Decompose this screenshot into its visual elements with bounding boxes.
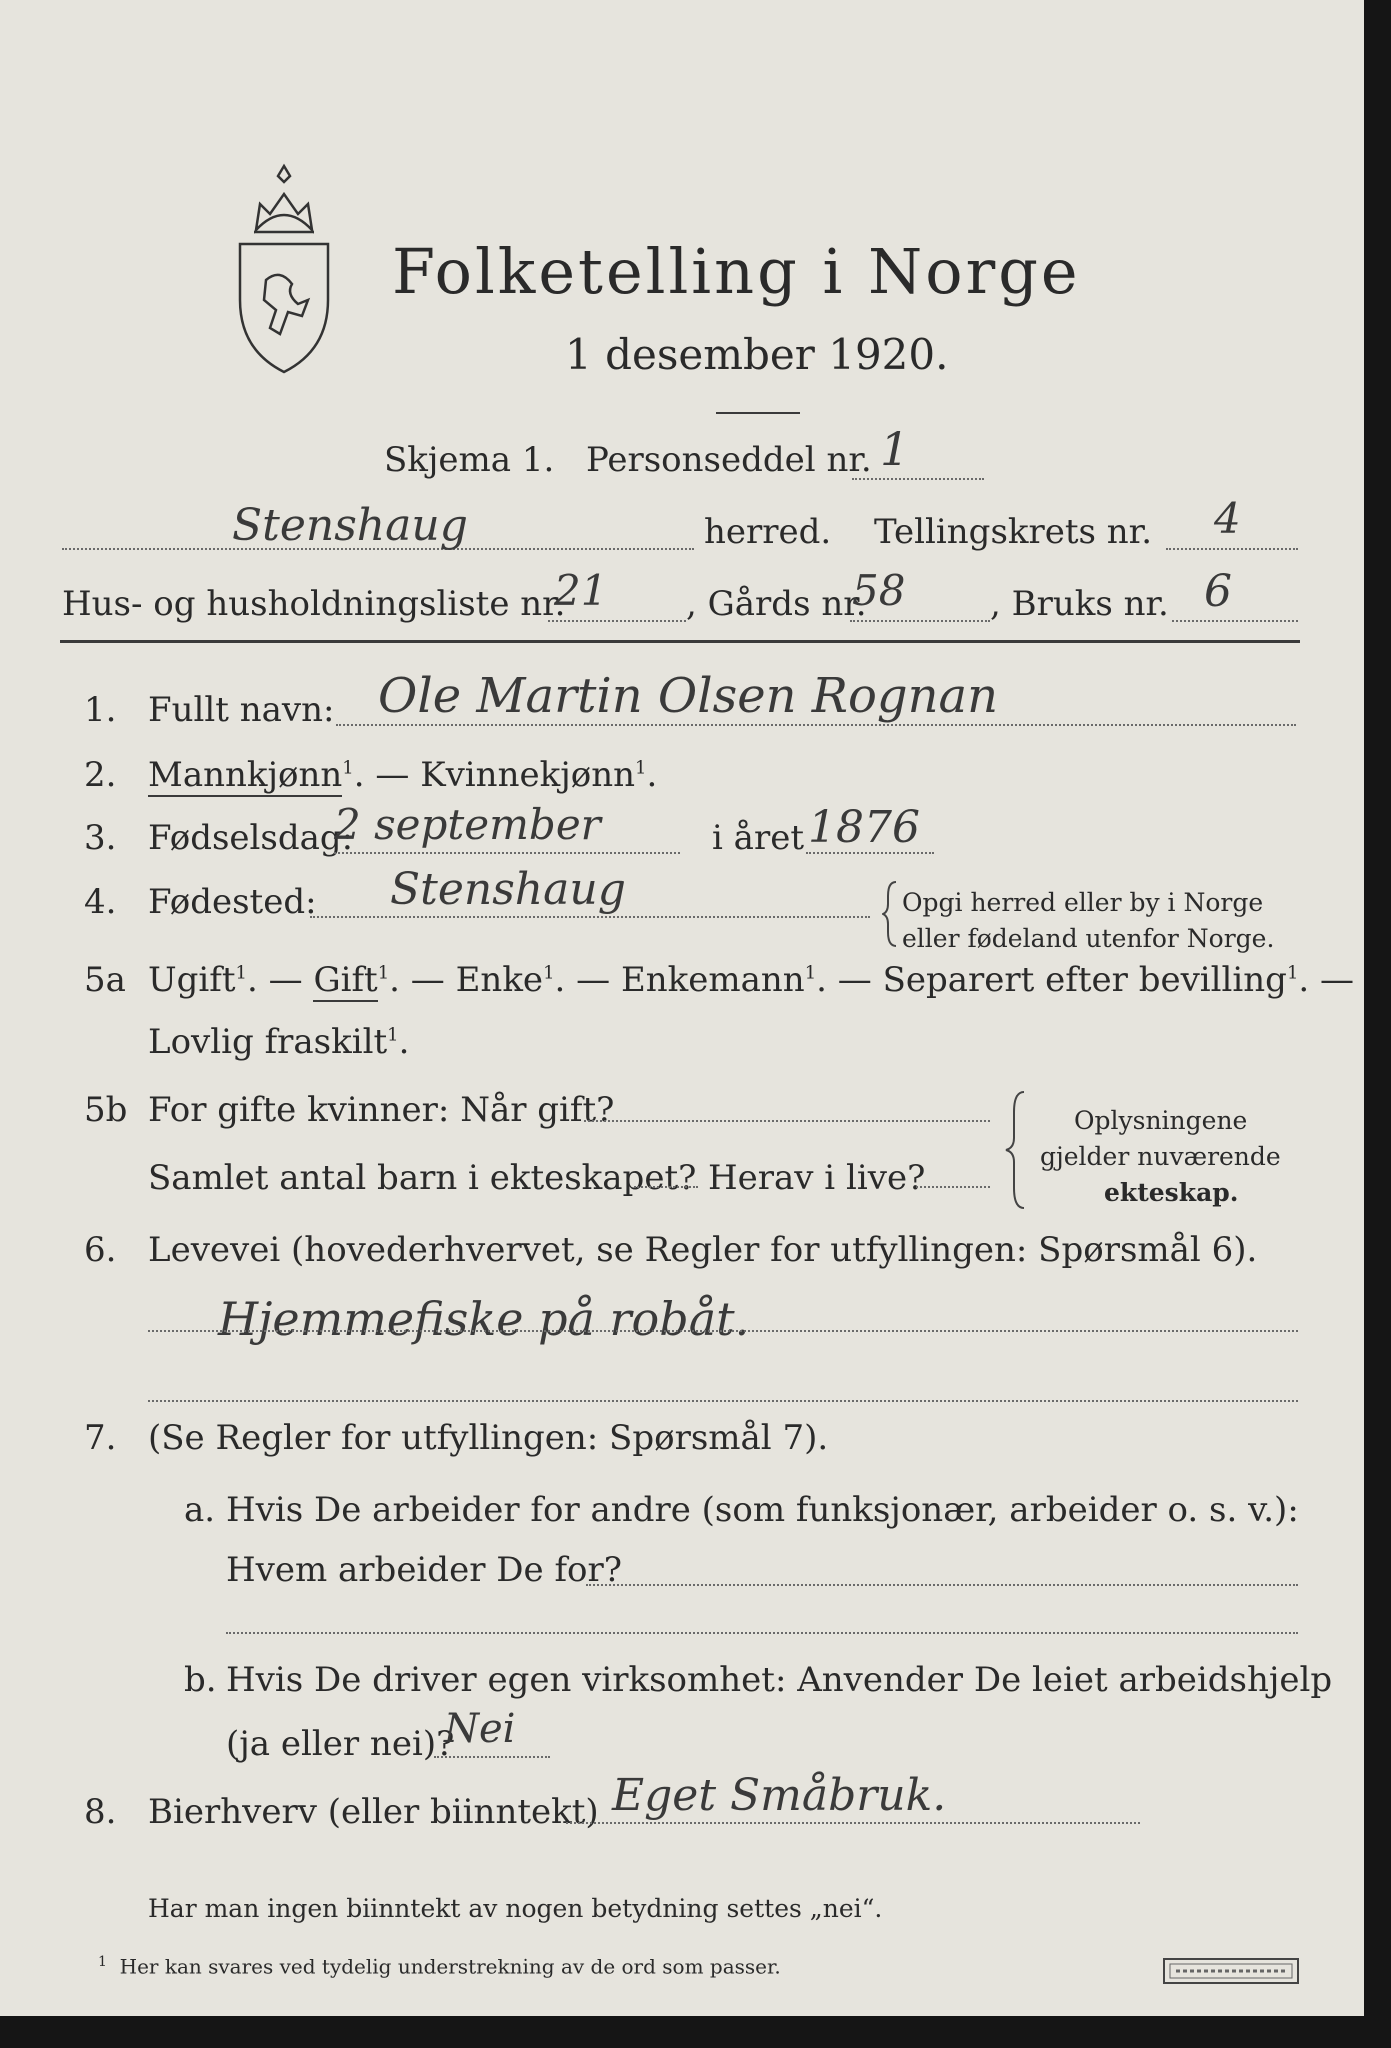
q5b-note-line2: gjelder nuværende [1040, 1142, 1281, 1171]
personseddel-value[interactable]: 1 [880, 422, 910, 476]
q3-year-label: i året [712, 818, 804, 858]
title-underline [716, 412, 800, 414]
birthday-value[interactable]: 2 september [334, 800, 601, 849]
side-income-value[interactable]: Eget Småbruk. [612, 1770, 947, 1821]
option-gift[interactable]: Gift [313, 960, 378, 1000]
herred-value[interactable]: Stenshaug [232, 500, 468, 551]
personseddel-label: Personseddel nr. [586, 440, 872, 480]
occupation-extra-line[interactable] [148, 1400, 1298, 1402]
q7a-line1: Hvis De arbeider for andre (som funksjonær, arbeider o. s. v.): [226, 1490, 1299, 1530]
q7b-line1: Hvis De driver egen virksomhet: Anvender De leiet arbeidshjelp [226, 1660, 1333, 1700]
q2-number: 2. [84, 755, 117, 795]
marital-options: Ugift$^1$. — Gift$^1$. — Enke$^1$. — Enkemann$^1$. — Separert efter bevilling$^1$. — [148, 960, 1355, 1000]
option-separert[interactable]: Separert efter bevilling [882, 960, 1287, 1000]
q4-label: Fødested: [148, 882, 317, 922]
bruks-value[interactable]: 6 [1204, 566, 1232, 617]
employer-extra-line[interactable] [226, 1632, 1298, 1634]
q5b-note-line3: ekteskap. [1104, 1178, 1239, 1207]
q7a-letter: a. [184, 1490, 216, 1530]
scan-edge-right [1364, 0, 1391, 2048]
q8-label: Bierhverv (eller biinntekt) [148, 1792, 599, 1832]
children-total-field[interactable] [634, 1186, 698, 1188]
q4-note-line1: Opgi herred eller by i Norge [902, 888, 1264, 917]
birth-year-value[interactable]: 1876 [808, 802, 920, 853]
option-enkemann[interactable]: Enkemann [620, 960, 805, 1000]
q7b-letter: b. [184, 1660, 217, 1700]
q7a-line2: Hvem arbeider De for? [226, 1550, 622, 1590]
q3-label: Fødselsdag: [148, 818, 354, 858]
q5b-note-line1: Oplysningene [1074, 1106, 1248, 1135]
q5a-number: 5a [84, 960, 126, 1000]
full-name-value[interactable]: Ole Martin Olsen Rognan [378, 668, 999, 724]
children-alive-field[interactable] [916, 1186, 990, 1188]
married-when-field[interactable] [584, 1120, 990, 1122]
q5b-alive-label: Herav i live? [708, 1158, 926, 1198]
sex-options: Mannkjønn$^1$. — Kvinnekjønn$^1$. [148, 755, 658, 795]
q6-label: Levevei (hovederhvervet, se Regler for utfyllingen: Spørsmål 6). [148, 1230, 1258, 1270]
q7-label: (Se Regler for utfyllingen: Spørsmål 7). [148, 1418, 829, 1458]
tellingskrets-label: Tellingskrets nr. [874, 512, 1153, 552]
hired-help-value[interactable]: Nei [444, 1706, 516, 1752]
q7-number: 7. [84, 1418, 117, 1458]
norway-coat-of-arms-icon [226, 160, 342, 380]
husliste-label: Hus- og husholdningsliste nr. [62, 584, 566, 624]
brace-icon [882, 880, 898, 948]
option-lovlig-fraskilt[interactable]: Lovlig fraskilt$^1$. [148, 1022, 410, 1062]
q7b-line2: (ja eller nei)? [226, 1724, 455, 1764]
gards-label: , Gårds nr. [686, 584, 867, 624]
q5b-line1: For gifte kvinner: Når gift? [148, 1090, 615, 1130]
section-divider [60, 640, 1300, 643]
skjema-label: Skjema 1. [384, 440, 555, 480]
q4-number: 4. [84, 882, 117, 922]
q6-number: 6. [84, 1230, 117, 1270]
option-enke[interactable]: Enke [455, 960, 544, 1000]
option-ugift[interactable]: Ugift [148, 960, 236, 1000]
census-date: 1 desember 1920. [565, 330, 949, 379]
q8-number: 8. [84, 1792, 117, 1832]
birthplace-value[interactable]: Stenshaug [390, 864, 626, 915]
footnote: $^1$ Her kan svares ved tydelig understrekning av de ord som passer. [98, 1954, 781, 1979]
scan-edge-bottom [0, 2016, 1391, 2048]
option-mannkjonn[interactable]: Mannkjønn [148, 755, 343, 795]
husliste-value[interactable]: 21 [554, 566, 608, 615]
occupation-value[interactable]: Hjemmefiske på robåt. [218, 1292, 750, 1346]
q3-number: 3. [84, 818, 117, 858]
bruks-label: , Bruks nr. [990, 584, 1169, 624]
form-title: Folketelling i Norge [392, 235, 1081, 308]
option-kvinnekjonn[interactable]: Kvinnekjønn [420, 755, 635, 795]
brace-icon [1004, 1090, 1026, 1210]
gards-value[interactable]: 58 [852, 566, 906, 615]
q1-number: 1. [84, 690, 117, 730]
employer-field[interactable] [586, 1584, 1298, 1586]
no-income-note: Har man ingen biinntekt av nogen betydning settes „nei“. [148, 1894, 883, 1923]
q5b-children-label: Samlet antal barn i ekteskapet? [148, 1158, 697, 1198]
q1-label: Fullt navn: [148, 690, 335, 730]
herred-label: herred. [704, 512, 832, 552]
q5b-number: 5b [84, 1090, 128, 1130]
q4-note-line2: eller fødeland utenfor Norge. [902, 924, 1275, 953]
printer-stamp-icon [1162, 1956, 1300, 1986]
tellingskrets-value[interactable]: 4 [1214, 494, 1241, 543]
